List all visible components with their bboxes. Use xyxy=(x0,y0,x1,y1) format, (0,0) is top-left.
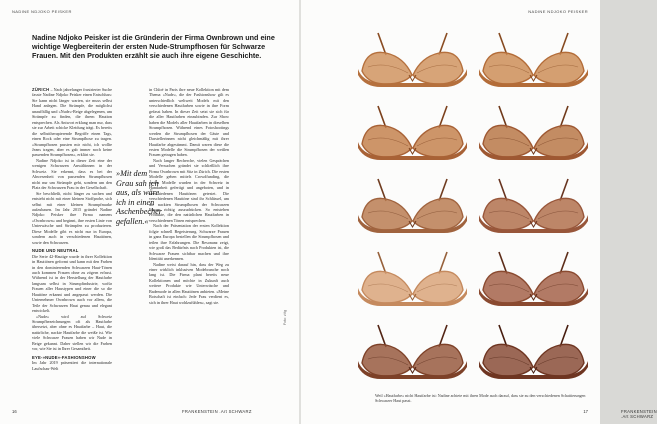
cup-right xyxy=(413,52,463,84)
paragraph: Sie beschließt, nicht länger zu suchen und entsteht nicht mit einer kleinen Stoffprobe, sich selbst mit einer kleinen Strumpfmarke aufzubauen. Im Jahr 2015 gründet Nadine Ndjoko Peisker ihre Firma namens »Ownbrown« und beginnt, ihre ersten Linie von Unterwäsche und Strümpfen zu produzieren. Diese Modelle gibt es nicht nur in Europa, sondern auch in verschiedenen Hauttönen, sowie den Schwarzen. xyxy=(32,190,112,245)
magazine-name-left: FRANKENSTEIN .Art SCHWARZ xyxy=(182,409,252,414)
strap-right xyxy=(560,179,568,201)
cup-left xyxy=(362,344,412,376)
paragraph: Nadine Ndjoko ist in dieser Zeit eine der wenigen Schwarzen Anwältinnen in der Schweiz. Sie erkennt, dass es bei der Abwesenheit von passenden Strumpfhosen nicht nur um Strümpfe geht, sondern um den Platz der Schwarzen Frau in der Gesellschaft. xyxy=(32,157,112,191)
cup-right xyxy=(534,198,584,230)
page-number-left: 16 xyxy=(12,409,17,414)
cup-left xyxy=(483,52,533,84)
cup-right xyxy=(534,125,584,157)
bra-illustration xyxy=(477,250,590,308)
center-gore xyxy=(409,367,416,373)
cup-left xyxy=(362,271,412,303)
center-gore xyxy=(530,75,537,81)
strap-right xyxy=(439,106,447,128)
magazine-name-right: FRANKENSTEIN .Art SCHWARZ xyxy=(621,409,657,419)
center-gore xyxy=(409,75,416,81)
paragraph: Die Serie 42-Hautige wurde in ihrer Kollektion in Hauttönen geformt und kann mit den Farben in den dominierenden Schwarzen Haut-Tönen auch kommen Frauen ohne zu zögern erfasst. Während ist in der Herstellung der Hautfarbe langsam selbst in Strumpfindustrie, wofür Frauen aller Haustypen und einer die so die Hauttöne erkannt und angepasst werden. Die Unternehmer Ownbrown auch vor allem, die Teile der Schwarzen Haut genau und elegant entwickelt. xyxy=(32,253,112,314)
bra-photo xyxy=(356,250,469,308)
strap-left xyxy=(378,179,386,201)
bra-photo xyxy=(477,323,590,381)
strap-left xyxy=(499,179,507,201)
center-gore xyxy=(409,148,416,154)
photo-credit: Foto: zVg xyxy=(283,310,287,325)
running-head-right: NADINE NDJOKO PEISKER xyxy=(528,9,588,14)
center-gore xyxy=(530,148,537,154)
cup-right xyxy=(534,52,584,84)
bra-photo xyxy=(356,104,469,162)
cup-left xyxy=(483,198,533,230)
bra-photo xyxy=(356,177,469,235)
cup-left xyxy=(362,198,412,230)
paragraph: Nadine weist darauf hin, dass der Weg zu einer wirklich inklusiven Modebranche noch lang ist. Die Firma plant bereits neue Kollektionen und möchte in Zukunft auch weitere Produkte wie Unterwäsche und Bademode in allen Hauttönen anbieten. »Meine Botschaft ist einfach: Jede Frau verdient es, sich in ihrer Haut wohlzufühlen«, sagt sie. xyxy=(149,261,229,305)
strap-left xyxy=(499,252,507,274)
left-page xyxy=(0,0,300,424)
strap-left xyxy=(378,106,386,128)
center-gore xyxy=(530,294,537,300)
cup-left xyxy=(483,271,533,303)
paragraph: Nach langer Recherche, vielen Gesprächen und Versuchen gründet sie schließlich ihre Firma Ownbrown mit Sitz in Zürich. Die ersten Modelle gehen mittels Crowdfunding, die ersten Modelle wurden in der Schweiz in Handarbeit gefertigt und angeboten, und in verschiedenen Hauttönen getestet. Die verschiedenen Hauttöne sind ihr Schlüssel, um die nackten Strumpfhosen der Schwarzen Frauen richtig auszudrücken. So entstehen Produkte, die den natürlichen Hautfarben in verschiedenen Tönen entsprechen. xyxy=(149,157,229,223)
pull-quote: »Mit dem Grau sah ich aus, als wäre ich in einen Aschenbecher gefallen.« xyxy=(116,169,162,226)
bra-illustration xyxy=(356,250,469,308)
strap-left xyxy=(499,106,507,128)
text-column-1 xyxy=(32,87,112,371)
cup-right xyxy=(534,344,584,376)
paragraph: »Nude« wird auf Schweiz Strumpfbezeichnungen oft als Hautfarbe übersetzt, aber ohne es Hautfarbe – Haut, die natürliche, nackte Hautfarbe die weiße ist. Wie viele Schwarze Frauen haben wir Nude in Beige gekannt. Daher stellen wir die Farben vor, wie Sie ist in Ihrer Gesamtheit. xyxy=(32,313,112,352)
photo-caption: Weil »Hautfarbe« nicht Hautfarbe ist: Nadine achtete mit ihren Mode auch darauf, dass sie zu den verschiedenen Schattierungen Schwarzer Haut passt. xyxy=(375,393,586,403)
strap-left xyxy=(378,252,386,274)
center-gore xyxy=(530,367,537,373)
paragraph: in Chloé in Paris ihre neue Kollektion mit dem Thema »Nude«, die der Fashionshow gilt es unterschiedlich weltweit Models mit den verschiedenen Hautfarben sowie in ihre Form gefasst haben. In dieser Zeit setzt sie sich für die aller Hautfarben einzubinden. Zur Show haben die Models aller Hautfarben in dieselben Strumpfhosen. Während eines Fotoshootings werden die Strumpfhosen der Gäste und Darstellerinnen nicht gleichmäßig mit ihrer Hautfarbe abgestimmt. Damit waren diese die ersten Modelle die Strumpfhosen der weißen Frauen getragen haben. xyxy=(149,87,229,158)
bra-photo xyxy=(356,323,469,381)
cup-right xyxy=(413,198,463,230)
bra-photo xyxy=(477,104,590,162)
strap-right xyxy=(439,179,447,201)
cup-right xyxy=(413,125,463,157)
page-number-right: 17 xyxy=(583,409,588,414)
strap-right xyxy=(560,325,568,347)
bra-illustration xyxy=(477,323,590,381)
bra-photo xyxy=(477,31,590,89)
bra-photo xyxy=(477,250,590,308)
bra-illustration xyxy=(356,104,469,162)
strap-right xyxy=(439,33,447,55)
center-gore xyxy=(530,221,537,227)
strap-left xyxy=(499,33,507,55)
bra-illustration xyxy=(477,104,590,162)
cup-left xyxy=(362,125,412,157)
strap-left xyxy=(378,33,386,55)
cup-right xyxy=(534,271,584,303)
strap-right xyxy=(439,252,447,274)
bra-illustration xyxy=(477,31,590,89)
bra-photo xyxy=(477,177,590,235)
paragraph xyxy=(32,87,112,158)
strap-right xyxy=(439,325,447,347)
bra-photo xyxy=(356,31,469,89)
strap-right xyxy=(560,33,568,55)
center-gore xyxy=(409,221,416,227)
dropword: ZÜRICH xyxy=(32,87,50,92)
subheading: NUDE UND NEUTRAL xyxy=(32,248,79,254)
strap-right xyxy=(560,106,568,128)
paragraph: Im Jahr 2019 präsentiert die internationale Laufschau-Welt xyxy=(32,360,112,371)
lead-paragraph: Nadine Ndjoko Peisker ist die Gründerin der Firma Ownbrown und eine wichtige Wegbereiterin der ersten Nude-Strumpfhosen für Schwarze Frauen. Mit den Produkten erzählt sie auch ihre eigene Geschichte. xyxy=(32,33,275,61)
subheading: EYE-»NUDE«-FASHIONSHOW xyxy=(32,354,96,360)
cup-left xyxy=(362,52,412,84)
cup-right xyxy=(413,344,463,376)
bra-illustration xyxy=(356,177,469,235)
bra-illustration xyxy=(356,31,469,89)
paragraph: Nach der Präsentation der ersten Kollektion folgte schnell Begeisterung. Schwarze Frauen in ganz Europa bestellen die Strumpfhosen und teilen ihre Erfahrungen. Die Resonanz zeigt, wie groß das Bedürfnis nach Produkten ist, die Schwarze Frauen sichtbar machen und ihre Identität anerkennen. xyxy=(149,223,229,262)
bra-illustration xyxy=(356,323,469,381)
cup-left xyxy=(483,125,533,157)
cup-left xyxy=(483,344,533,376)
bra-illustration xyxy=(477,177,590,235)
running-head-left: NADINE NDJOKO PEISKER xyxy=(12,9,72,14)
paragraph-text: – Nach jahrelanger frustrierter Suche fasste Nadine Ndjoko Peisker einen Entschluss: Sie kann nicht länger warten, sie muss selbst Hand anlegen. Die Strümpfe, die möglichst unauffällig und »Nude«-Beige abgelegenen, um Strümpfe zu finden, die ihrem Hautton entsprechen. Als Antwort erklang man nur, dass sie zur Arbeit schicke Kleidung trägt. Es bereits die selbsttherapierende Begriffe einen Tags, einen Rock oder eine Strumpfhose zu tragen. »Strumpfhosen passten mir nicht, ich wollte Jeans tragen, aber es gab immer noch keine passenden Strumpfhosen«, erklärt sie. xyxy=(32,87,112,158)
cup-right xyxy=(413,271,463,303)
strap-right xyxy=(560,252,568,274)
center-gore xyxy=(409,294,416,300)
strap-left xyxy=(378,325,386,347)
strap-left xyxy=(499,325,507,347)
